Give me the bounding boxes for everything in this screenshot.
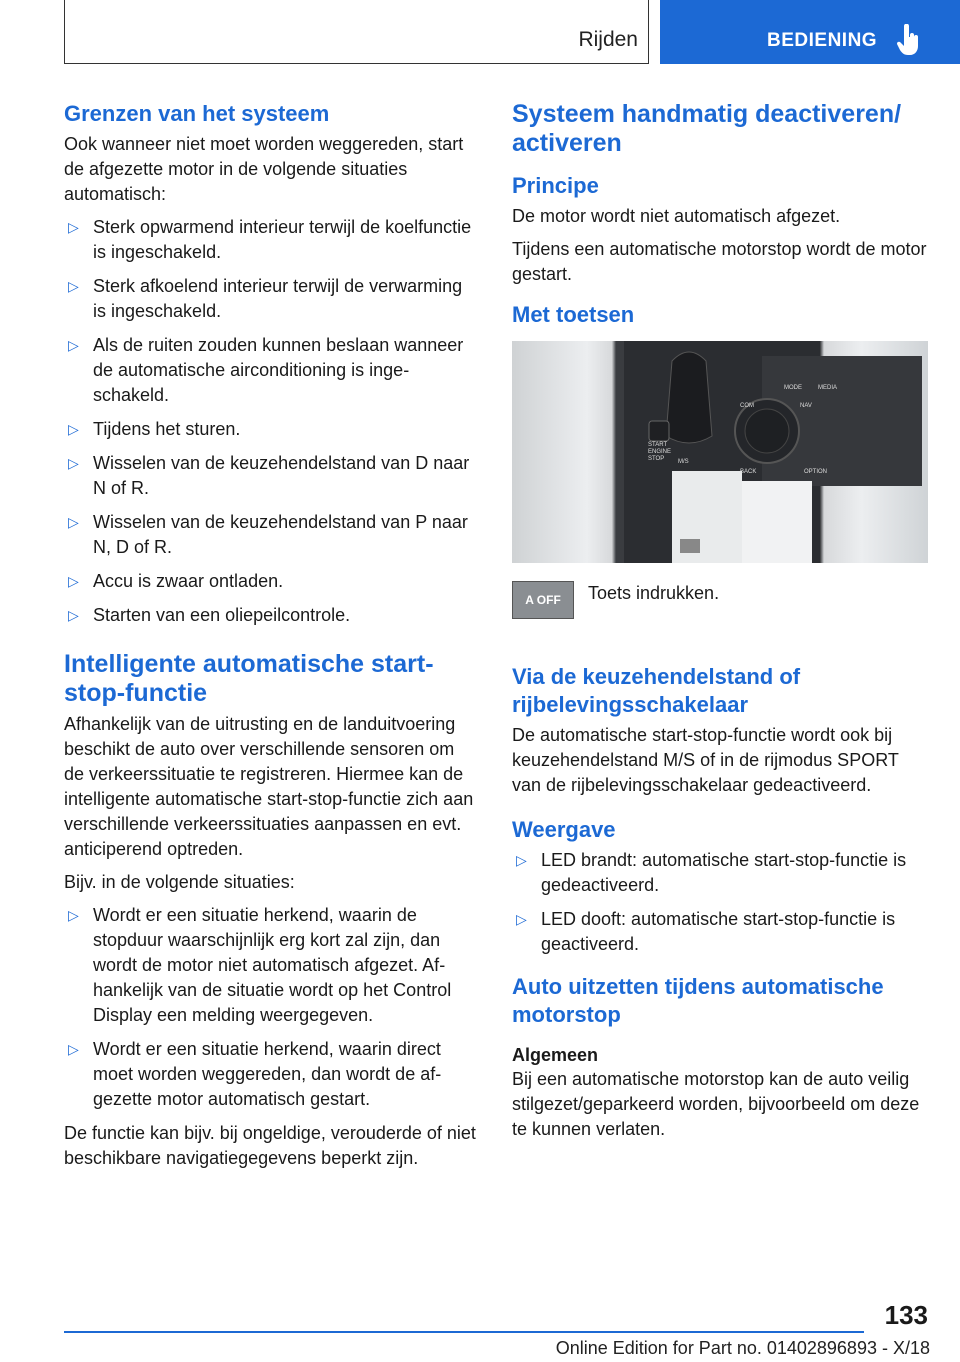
chapter-tab <box>660 0 960 64</box>
paragraph-principle-2: Tijdens een automatische motorstop wordt de motor gestart. <box>512 239 927 284</box>
chapter-label: BEDIENING <box>767 30 878 51</box>
header-bar <box>64 0 649 64</box>
center-console-photo <box>512 341 928 563</box>
label-ms: M/S <box>678 459 689 465</box>
heading-system-limits: Grenzen van het systeem <box>64 101 330 126</box>
heading-via-selector: Via de keuzehendelstand of rijbelevingsschakelaar <box>512 664 801 717</box>
heading-with-buttons: Met toetsen <box>512 302 635 327</box>
paragraph-intelligent: Afhankelijk van de uitrusting en de landuitvoering beschikt de auto over verschillende sensoren om de verkeerssituatie te registreren. Hiermee kan de intelligente automatische start-stop-functie zich aan verschillende verkeerssituaties aanpassen en evt. anticiperend optreden. <box>64 714 474 859</box>
label-start: START ENGINE STOP <box>648 442 672 462</box>
auto-start-stop-off-icon <box>512 581 574 619</box>
heading-manual-deactivate: Systeem handmatig deactiveren/ activeren <box>512 100 902 157</box>
press-instruction: Toets indrukken. <box>588 583 720 603</box>
paragraph-selector: De automatische start-stop-functie wordt ook bij keuzehendelstand M/S of in de rijmodus SPORT van de rijbelevingsschakelaar gedeactiveerd. <box>512 725 899 795</box>
label-mode: MODE <box>784 385 802 391</box>
list-item: ▷ Sterk afkoelend interieur terwijl de verwarming is ingeschakeld. <box>64 274 478 324</box>
list-item: ▷ Wordt er een situatie herkend, waarin direct moet worden weggereden, dan wordt de afgezette motor automatisch gestart. <box>64 1037 478 1112</box>
label-back: BACK <box>740 469 757 475</box>
heading-principle: Principe <box>512 173 599 198</box>
paragraph-example: Bijv. in de volgende situaties: <box>64 872 295 892</box>
list-item: ▷ LED brandt: automatische start-stop-functie is gedeactiveerd. <box>512 848 928 898</box>
section-title: Rijden <box>578 28 638 51</box>
left-column <box>64 100 478 1179</box>
heading-switch-off: Auto uitzetten tijdens automatische motorstop <box>512 974 884 1027</box>
list-item: ▷ Wordt er een situatie herkend, waarin de stopduur waarschijnlijk erg kort zal zijn, dan wordt de motor niet automatisch afgezet. Afhankelijk van de situatie wordt op het Control Display een melding weergegeven. <box>64 903 478 1028</box>
heading-general: Algemeen <box>512 1045 599 1065</box>
list-item: ▷ Starten van een oliepeilcontrole. <box>64 603 478 628</box>
label-option: OPTION <box>804 469 828 475</box>
heading-intelligent-start-stop: Intelligente automatische start-stop-functie <box>64 650 434 707</box>
paragraph-limits: Ook wanneer niet moet worden weggereden, start de afgezette motor in de volgende situaties automatisch: <box>64 134 464 204</box>
paragraph-principle-1: De motor wordt niet automatisch afgezet. <box>512 206 841 226</box>
paragraph-navigation: De functie kan bijv. bij ongeldige, verouderde of niet beschikbare navigatiegegevens beperkt zijn. <box>64 1123 476 1168</box>
list-limits <box>64 215 478 628</box>
list-item: ▷ LED dooft: automatische start-stop-functie is geactiveerd. <box>512 907 928 957</box>
hand-pointer-icon <box>896 24 920 56</box>
list-item: ▷ Wisselen van de keuzehendelstand van P naar N, D of R. <box>64 510 478 560</box>
list-intelligent <box>64 903 478 1112</box>
list-item: ▷ Sterk opwarmend interieur terwijl de koelfunctie is ingeschakeld. <box>64 215 478 265</box>
label-nav: NAV <box>800 403 812 409</box>
list-item: ▷ Wisselen van de keuzehendelstand van D naar N of R. <box>64 451 478 501</box>
footer-edition: Online Edition for Part no. 01402896893 - X/18 <box>555 1338 930 1358</box>
footer-divider <box>64 1331 864 1333</box>
button-label: A OFF <box>525 593 561 607</box>
label-com: COM <box>740 403 754 409</box>
list-item: ▷ Accu is zwaar ontladen. <box>64 569 478 594</box>
right-column <box>512 100 928 1150</box>
heading-display: Weergave <box>512 817 616 842</box>
page-number: 133 <box>884 1300 928 1330</box>
paragraph-general: Bij een automatische motorstop kan de auto veilig stilgezet/geparkeerd worden, bijvoorbeeld om deze te kunnen verlaten. <box>512 1069 920 1139</box>
button-instruction <box>512 581 928 645</box>
list-item: ▷ Tijdens het sturen. <box>64 417 478 442</box>
label-media: MEDIA <box>818 385 838 391</box>
list-item: ▷ Als de ruiten zouden kunnen beslaan wanneer de automatische airconditioning is ingeschakeld. <box>64 333 478 408</box>
list-display <box>512 848 928 957</box>
